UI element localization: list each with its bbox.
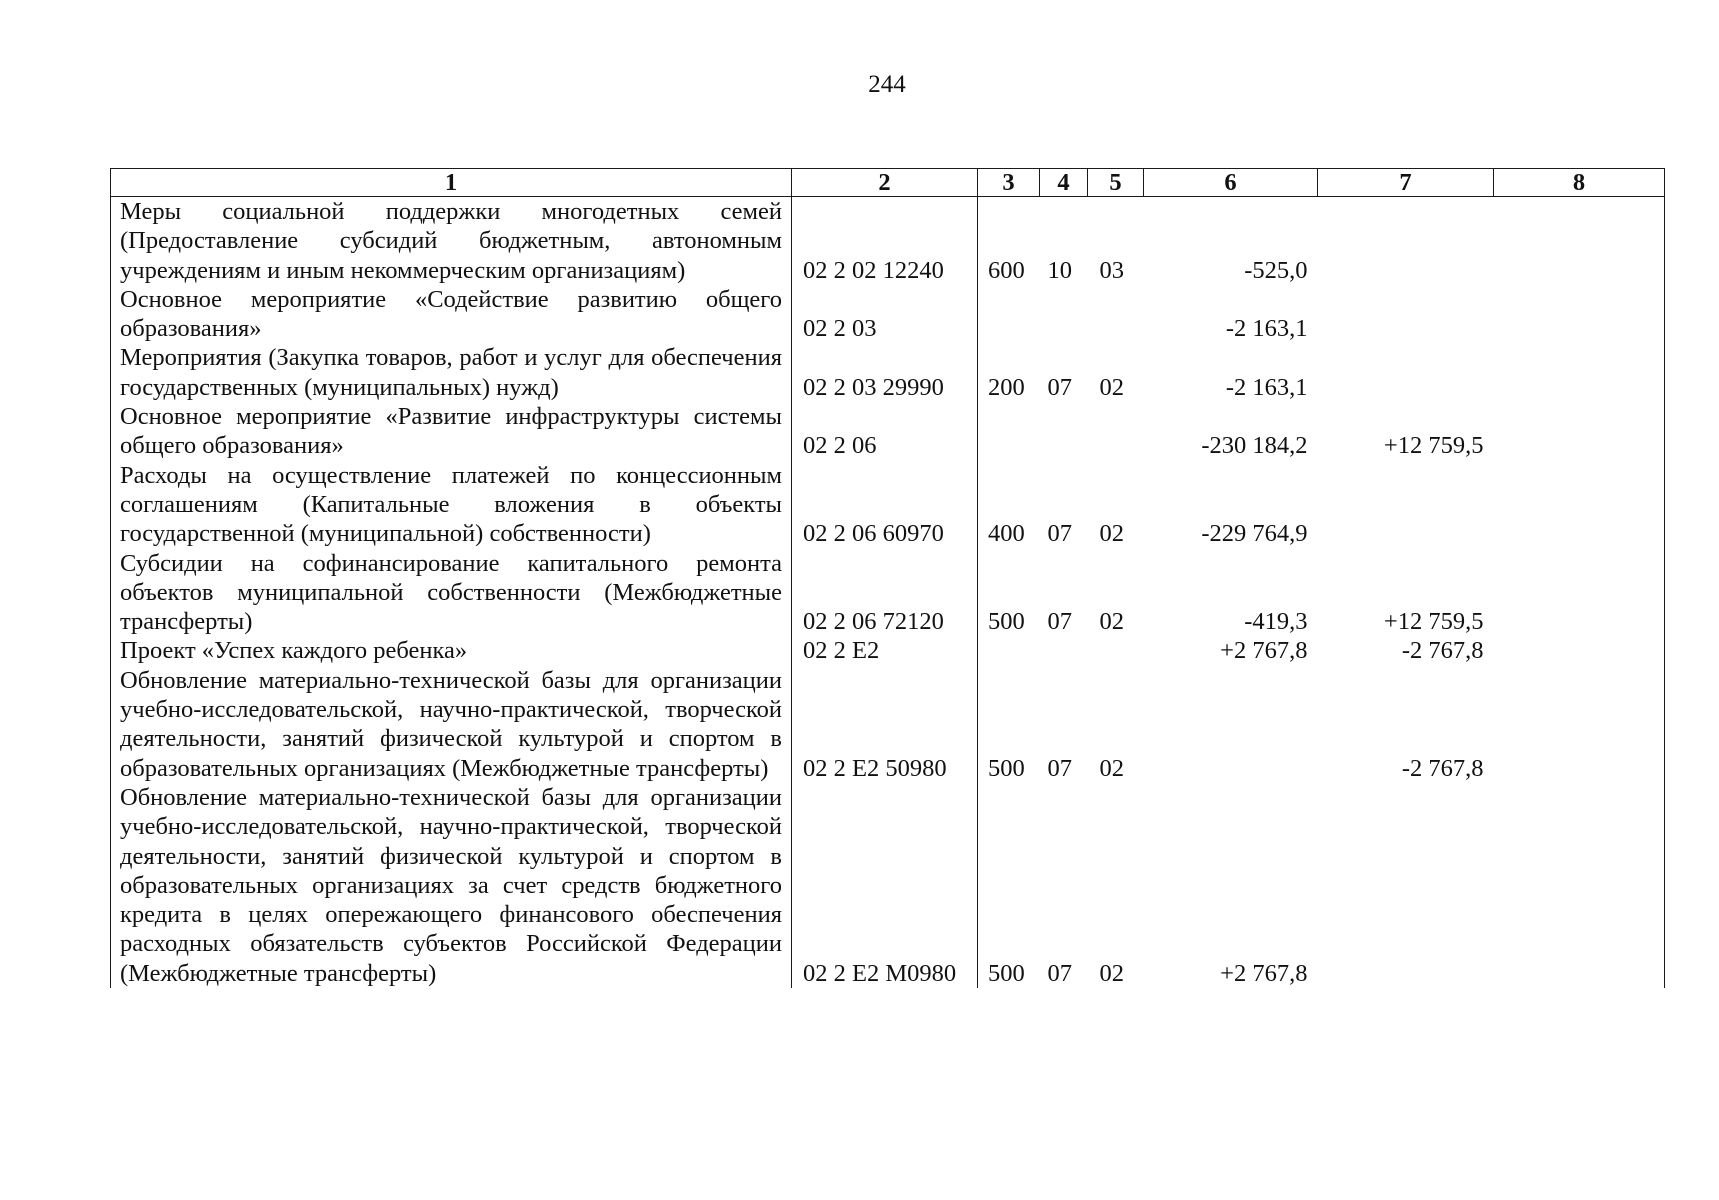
row-col-5: 02 (1099, 373, 1124, 401)
row-col-6 (1144, 666, 1318, 783)
column-header-3: 3 (978, 169, 1040, 197)
table-row (111, 636, 1665, 665)
row-code: 02 2 E2 M0980 (792, 783, 978, 988)
table-row (111, 666, 1665, 783)
row-col-8 (1494, 666, 1665, 783)
row-code: 02 2 02 12240 (792, 197, 978, 285)
row-col-8 (1494, 402, 1665, 461)
row-col-6: -525,0 (1244, 256, 1308, 284)
table-row (111, 197, 1665, 285)
row-col-5: 03 (1099, 256, 1124, 284)
row-col-6: -230 184,2 (1201, 432, 1308, 460)
row-col-8 (1494, 285, 1665, 344)
row-col-4 (1040, 402, 1088, 461)
row-col-8 (1494, 461, 1665, 549)
row-col-7 (1318, 783, 1494, 988)
row-col-4: 07 (1047, 520, 1072, 548)
row-name: Проект «Успех каждого ребенка» (111, 636, 792, 665)
row-name: Обновление материально-технической базы для организации учебно-исследовательской, научно-практической, творческой деятельности, занятий физической культурой и спортом в образовательных организациях (Межбюджетные трансферты) (111, 666, 792, 783)
row-col-3: 500 (988, 959, 1025, 987)
row-col-5: 02 (1099, 959, 1124, 987)
header-row (111, 169, 1665, 197)
table-row (111, 783, 1665, 988)
row-col-7: -2 767,8 (1401, 754, 1484, 782)
row-col-6: +2 767,8 (1220, 959, 1308, 987)
row-col-3: 500 (988, 754, 1025, 782)
row-col-3: 500 (988, 608, 1025, 636)
row-col-8 (1494, 636, 1665, 665)
row-col-5 (1088, 285, 1144, 344)
row-name: Основное мероприятие «Содействие развитию общего образования» (111, 285, 792, 344)
row-name: Основное мероприятие «Развитие инфраструктуры системы общего образования» (111, 402, 792, 461)
row-col-6: -419,3 (1244, 608, 1308, 636)
row-col-4 (1040, 636, 1088, 665)
row-col-8 (1494, 197, 1665, 285)
column-header-6: 6 (1144, 169, 1318, 197)
row-col-5 (1088, 636, 1144, 665)
row-col-4: 07 (1047, 959, 1072, 987)
row-code: 02 2 03 (792, 285, 978, 344)
budget-table (110, 168, 1665, 988)
row-col-8 (1494, 783, 1665, 988)
row-name: Субсидии на софинансирование капитального ремонта объектов муниципальной собственности (Межбюджетные трансферты) (111, 549, 792, 637)
row-col-7: -2 767,8 (1401, 637, 1484, 665)
row-code: 02 2 03 29990 (792, 343, 978, 402)
row-col-3: 200 (988, 373, 1025, 401)
table-row (111, 461, 1665, 549)
row-col-4: 07 (1047, 608, 1072, 636)
row-col-8 (1494, 343, 1665, 402)
row-col-6: -2 163,1 (1225, 315, 1308, 343)
row-col-3 (978, 285, 1040, 344)
column-header-5: 5 (1088, 169, 1144, 197)
row-col-4 (1040, 285, 1088, 344)
row-col-7 (1318, 285, 1494, 344)
table-row (111, 343, 1665, 402)
row-col-3: 600 (988, 256, 1025, 284)
page-number: 244 (868, 71, 906, 98)
row-col-4: 07 (1047, 373, 1072, 401)
row-col-4: 10 (1047, 256, 1072, 284)
row-col-7 (1318, 197, 1494, 285)
row-code: 02 2 E2 50980 (792, 666, 978, 783)
column-header-2: 2 (792, 169, 978, 197)
row-col-8 (1494, 549, 1665, 637)
row-col-3: 400 (988, 520, 1025, 548)
row-col-5: 02 (1099, 754, 1124, 782)
row-col-6: -229 764,9 (1201, 520, 1308, 548)
row-code: 02 2 E2 (792, 636, 978, 665)
row-code: 02 2 06 60970 (792, 461, 978, 549)
row-col-7 (1318, 461, 1494, 549)
table-row (111, 549, 1665, 637)
row-col-5: 02 (1099, 608, 1124, 636)
column-header-1: 1 (111, 169, 792, 197)
row-name: Обновление материально-технической базы для организации учебно-исследовательской, научно-практической, творческой деятельности, занятий физической культурой и спортом в образовательных организациях за счет средств бюджетного кредита в целях опережающего финансового обеспечения расходных обязательств субъектов Российской Федерации (Межбюджетные трансферты) (111, 783, 792, 988)
row-col-7 (1318, 343, 1494, 402)
row-code: 02 2 06 (792, 402, 978, 461)
column-header-4: 4 (1040, 169, 1088, 197)
row-name: Меры социальной поддержки многодетных семей (Предоставление субсидий бюджетным, автономным учреждениям и иным некоммерческим организациям) (111, 197, 792, 285)
row-col-5: 02 (1099, 520, 1124, 548)
row-col-6: +2 767,8 (1220, 637, 1308, 665)
table-body (111, 197, 1665, 989)
column-header-8: 8 (1494, 169, 1665, 197)
row-col-5 (1088, 402, 1144, 461)
table-row (111, 402, 1665, 461)
row-code: 02 2 06 72120 (792, 549, 978, 637)
row-name: Расходы на осуществление платежей по концессионным соглашениям (Капитальные вложения в объекты государственной (муниципальной) собственности) (111, 461, 792, 549)
row-col-4: 07 (1047, 754, 1072, 782)
table-header (111, 169, 1665, 197)
row-col-7: +12 759,5 (1383, 608, 1484, 636)
row-name: Мероприятия (Закупка товаров, работ и услуг для обеспечения государственных (муниципальных) нужд) (111, 343, 792, 402)
column-header-7: 7 (1318, 169, 1494, 197)
row-col-3 (978, 636, 1040, 665)
row-col-3 (978, 402, 1040, 461)
row-col-6: -2 163,1 (1225, 373, 1308, 401)
row-col-7: +12 759,5 (1383, 432, 1484, 460)
table-row (111, 285, 1665, 344)
